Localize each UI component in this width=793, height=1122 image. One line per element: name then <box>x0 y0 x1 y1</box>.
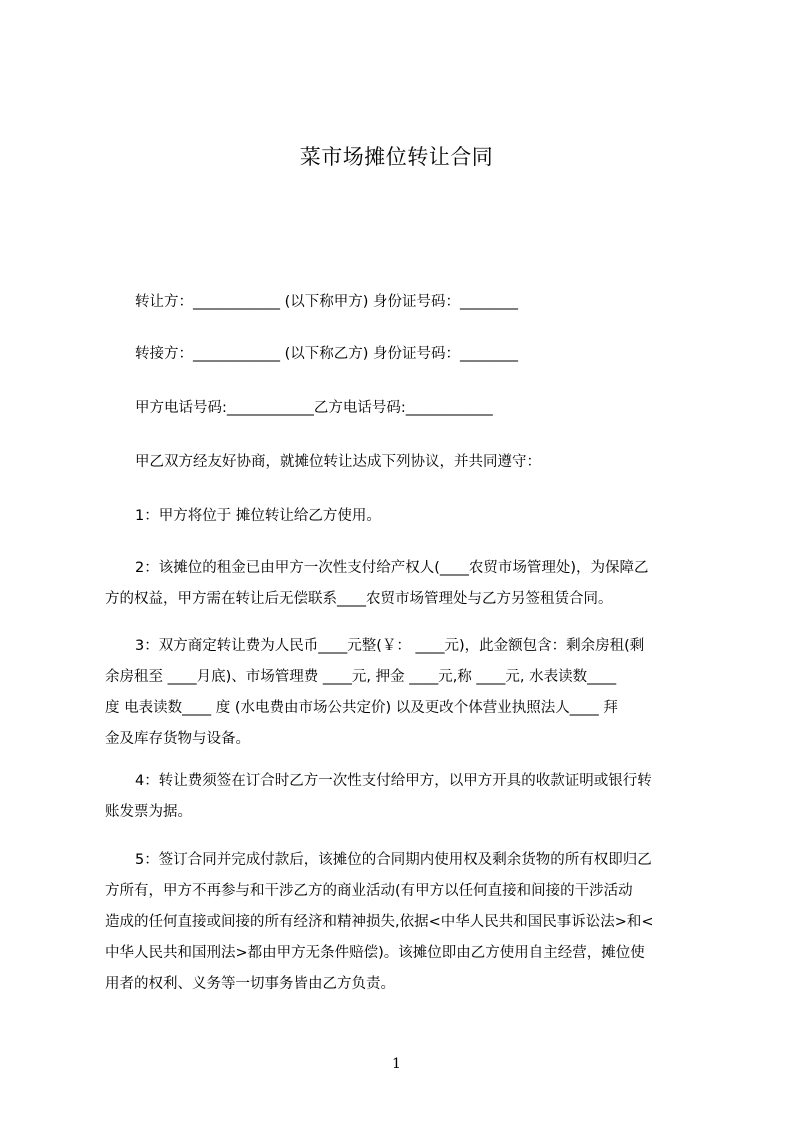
clause-5-line: 方所有，甲方不再参与和干涉乙方的商业活动(有甲方以任何直接和间接的干涉活动 <box>105 883 633 899</box>
clause-1-text: 1：甲方将位于 摊位转让给乙方使用。 <box>135 508 381 524</box>
clause-5-line: 用者的权利、义务等一切事务皆由乙方负责。 <box>105 976 395 992</box>
clause-3 <box>105 631 705 755</box>
clause-2-line: 2：该摊位的租金已由甲方一次性支付给产权人(____农贸市场管理处)，为保障乙 <box>135 560 649 576</box>
clause-3-line: 余房租至 ____月底)、市场管理费 ____元, 押金 ____元,称 ____元, 水表读数____ <box>105 669 617 685</box>
intro-text: 甲乙双方经友好协商，就摊位转让达成下列协议，并共同遵守： <box>135 454 541 470</box>
clause-5 <box>105 845 705 1000</box>
transferee-line <box>105 344 705 364</box>
clause-4-line: 账发票为据。 <box>105 804 192 820</box>
clause-5-line: 造成的任何直接或间接的所有经济和精神损失,依据<中华人民共和国民事诉讼法>和< <box>105 914 654 930</box>
transferee-text: 转接方：____________ (以下称乙方) 身份证号码：________ <box>135 346 519 362</box>
page-number: 1 <box>392 1056 401 1072</box>
clause-4-line: 4：转让费须签在订合时乙方一次性支付给甲方，以甲方开具的收款证明或银行转 <box>135 773 652 789</box>
clause-5-line: 中华人民共和国刑法>都由甲方无条件赔偿)。该摊位即由乙方使用自主经营，摊位使 <box>105 945 645 961</box>
clause-3-line: 金及库存货物与设备。 <box>105 731 250 747</box>
clause-2 <box>105 553 705 615</box>
intro-line <box>105 452 705 472</box>
clause-2-line: 方的权益，甲方需在转让后无偿联系____农贸市场管理处与乙方另签租赁合同。 <box>105 591 613 607</box>
clause-4 <box>105 766 705 828</box>
clause-3-line: 度 电表读数____ 度 (水电费由市场公共定价) 以及更改个体营业执照法人____ 拜 <box>105 700 618 716</box>
phone-line <box>105 398 705 418</box>
clause-1 <box>105 506 705 526</box>
transferor-text: 转让方：____________ (以下称甲方) 身份证号码：________ <box>135 294 519 310</box>
clause-3-line: 3：双方商定转让费为人民币____元整(￥： ____元)，此金额包含：剩余房租(剩 <box>135 638 645 654</box>
phone-text: 甲方电话号码:____________乙方电话号码:____________ <box>135 400 493 416</box>
document-title: 菜市场摊位转让合同 <box>299 145 494 169</box>
clause-5-line: 5：签订合同并完成付款后，该摊位的合同期内使用权及剩余货物的所有权即归乙 <box>135 852 652 868</box>
transferor-line <box>105 292 705 312</box>
